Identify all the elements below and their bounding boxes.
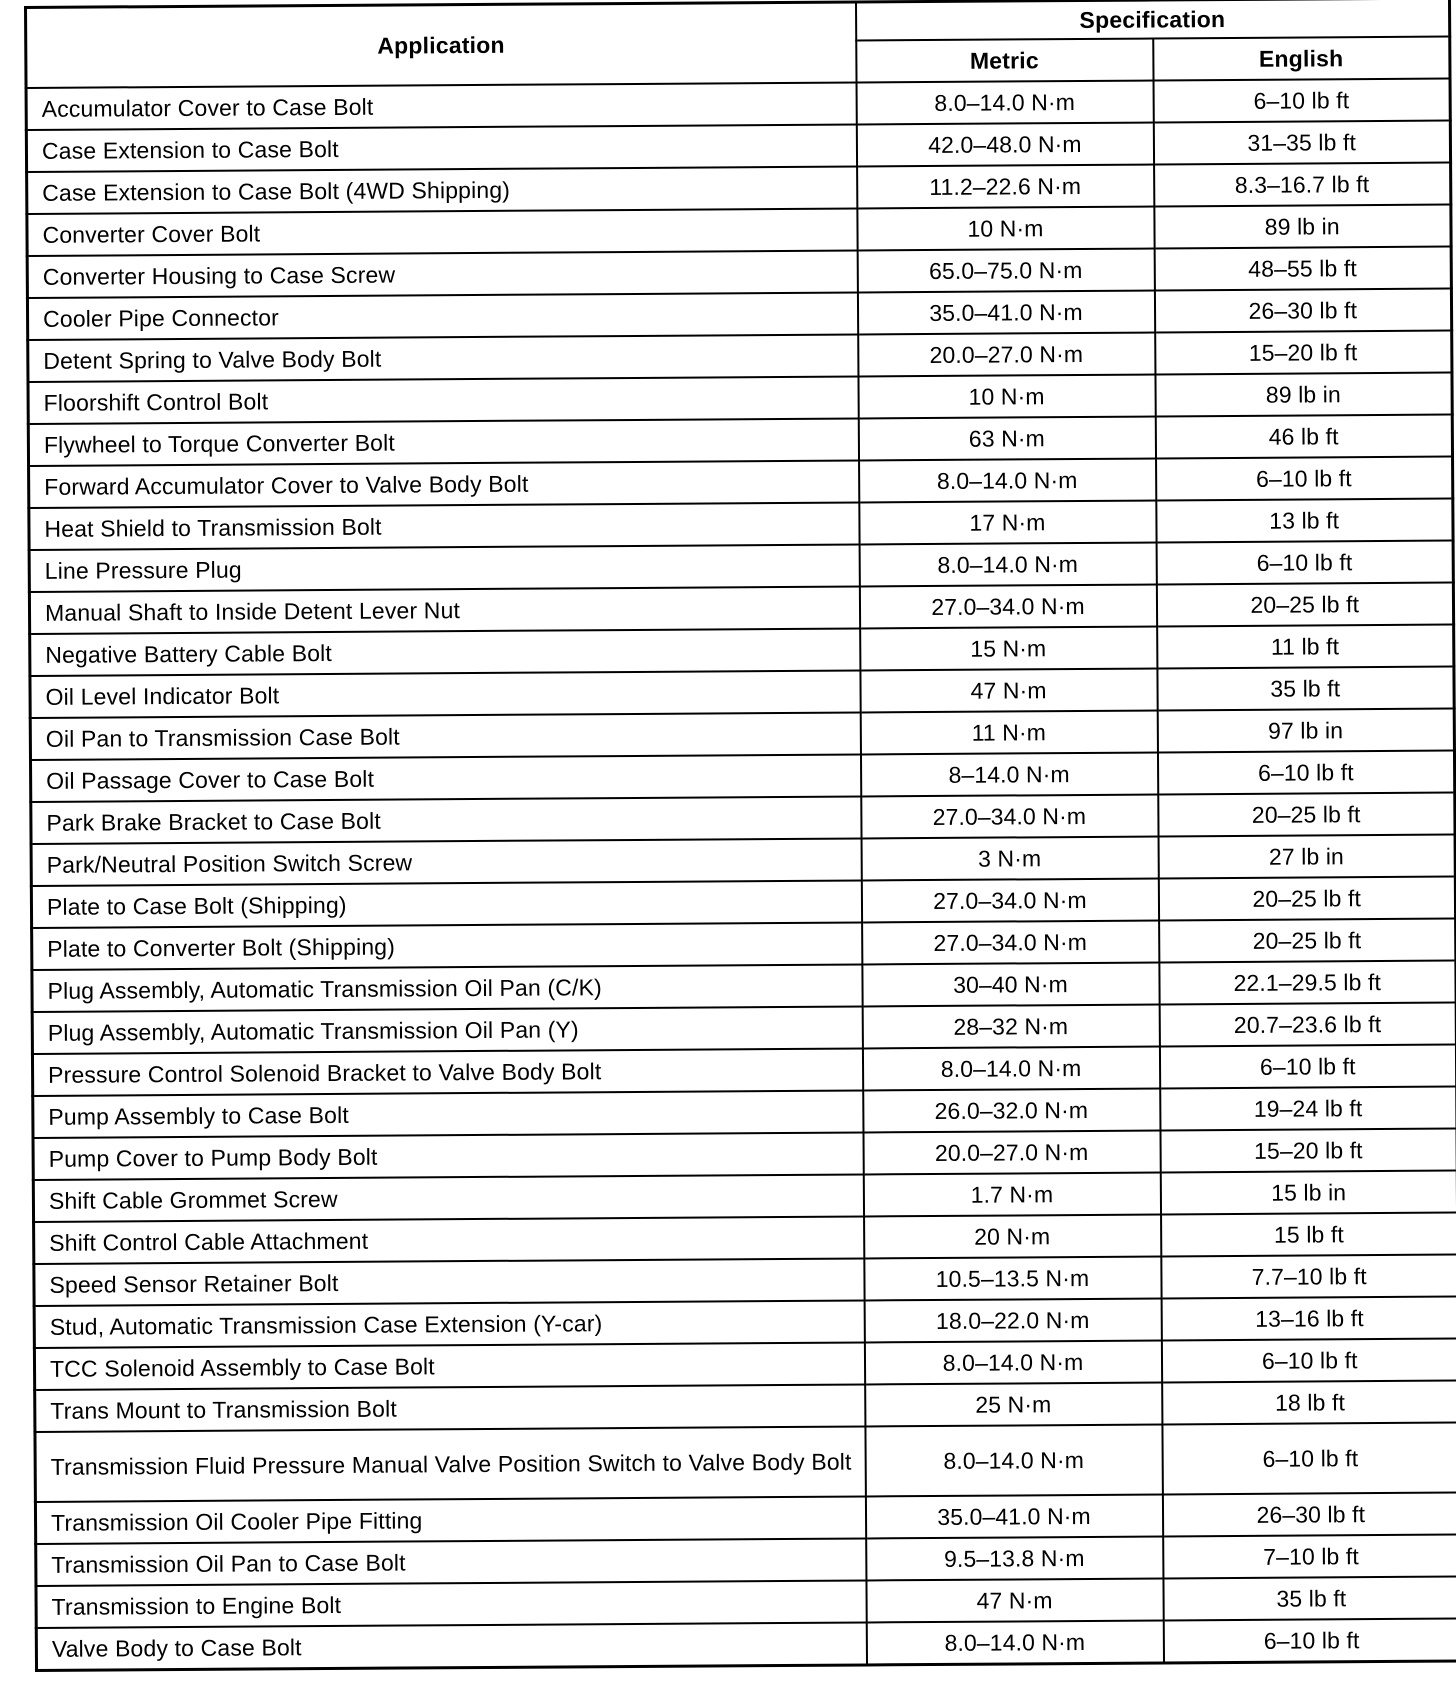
application-cell: Trans Mount to Transmission Bolt [35,1384,865,1432]
english-cell: 48–55 lb ft [1154,247,1451,291]
application-header: Application [26,2,857,88]
metric-cell: 26.0–32.0 N·m [863,1088,1160,1132]
metric-cell: 8.0–14.0 N·m [866,1620,1163,1664]
application-cell: Heat Shield to Transmission Bolt [29,502,859,550]
application-cell: Speed Sensor Retainer Bolt [34,1258,864,1306]
application-cell: Shift Control Cable Attachment [34,1216,864,1264]
application-cell: Park/Neutral Position Switch Screw [31,838,861,886]
metric-cell: 27.0–34.0 N·m [862,920,1159,964]
metric-cell: 35.0–41.0 N·m [865,1494,1162,1538]
english-cell: 89 lb in [1155,373,1452,417]
metric-cell: 10 N·m [858,375,1155,419]
metric-cell: 27.0–34.0 N·m [859,585,1156,629]
application-cell: Oil Passage Cover to Case Bolt [31,754,861,802]
english-cell: 19–24 lb ft [1160,1087,1456,1131]
english-cell: 18 lb ft [1162,1381,1456,1425]
application-cell: Pressure Control Solenoid Bracket to Valve Body Bolt [32,1048,862,1096]
metric-cell: 9.5–13.8 N·m [866,1536,1163,1580]
table-row [35,1423,1456,1502]
metric-cell: 42.0–48.0 N·m [856,123,1153,167]
english-cell: 20–25 lb ft [1158,793,1455,837]
metric-cell: 30–40 N·m [862,962,1159,1006]
english-cell: 15–20 lb ft [1155,331,1452,375]
application-cell: Plug Assembly, Automatic Transmission Oil Pan (Y) [32,1006,862,1054]
metric-cell: 20.0–27.0 N·m [863,1130,1160,1174]
application-cell: Negative Battery Cable Bolt [30,628,860,676]
metric-header: Metric [856,39,1153,83]
english-cell: 7–10 lb ft [1163,1535,1456,1579]
metric-cell: 1.7 N·m [863,1172,1160,1216]
english-cell: 26–30 lb ft [1154,289,1451,333]
english-cell: 13–16 lb ft [1161,1297,1456,1341]
metric-cell: 8.0–14.0 N·m [859,459,1156,503]
metric-cell: 15 N·m [860,627,1157,671]
metric-cell: 47 N·m [866,1578,1163,1622]
application-cell: Forward Accumulator Cover to Valve Body Bolt [29,460,859,508]
application-cell: Converter Cover Bolt [27,208,857,256]
metric-cell: 8.0–14.0 N·m [856,81,1153,125]
metric-cell: 8–14.0 N·m [860,752,1157,796]
english-cell: 35 lb ft [1163,1577,1456,1621]
english-cell: 7.7–10 lb ft [1161,1255,1456,1299]
application-cell: Oil Level Indicator Bolt [30,670,860,718]
english-cell: 20–25 lb ft [1158,877,1455,921]
metric-cell: 8.0–14.0 N·m [862,1046,1159,1090]
application-cell: Accumulator Cover to Case Bolt [26,82,856,130]
english-header: English [1153,37,1450,81]
application-cell: Transmission to Engine Bolt [36,1580,866,1628]
application-cell: Plug Assembly, Automatic Transmission Oil Pan (C/K) [32,964,862,1012]
english-cell: 6–10 lb ft [1153,79,1450,123]
application-cell: Transmission Oil Pan to Case Bolt [36,1538,866,1586]
application-cell: Stud, Automatic Transmission Case Extension (Y-car) [34,1300,864,1348]
metric-cell: 28–32 N·m [862,1004,1159,1048]
english-cell: 8.3–16.7 lb ft [1154,163,1451,207]
english-cell: 11 lb ft [1157,625,1454,669]
english-cell: 6–10 lb ft [1162,1423,1456,1495]
metric-cell: 10 N·m [857,207,1154,251]
metric-cell: 25 N·m [865,1382,1162,1426]
english-cell: 15 lb in [1160,1171,1456,1215]
application-cell: Converter Housing to Case Screw [27,250,857,298]
application-cell: Case Extension to Case Bolt [26,124,856,172]
english-cell: 31–35 lb ft [1153,121,1450,165]
english-cell: 89 lb in [1154,205,1451,249]
application-cell: Transmission Fluid Pressure Manual Valve Position Switch to Valve Body Bolt [35,1426,865,1502]
english-cell: 6–10 lb ft [1163,1619,1456,1663]
english-cell: 27 lb in [1158,835,1455,879]
metric-cell: 8.0–14.0 N·m [864,1340,1161,1384]
metric-cell: 63 N·m [858,417,1155,461]
metric-cell: 20.0–27.0 N·m [858,333,1155,377]
metric-cell: 11.2–22.6 N·m [857,165,1154,209]
table-header [26,0,1451,88]
application-cell: Line Pressure Plug [29,544,859,592]
english-cell: 6–10 lb ft [1156,541,1453,585]
english-cell: 20–25 lb ft [1156,583,1453,627]
application-cell: Case Extension to Case Bolt (4WD Shipping) [27,166,857,214]
application-cell: Pump Assembly to Case Bolt [33,1090,863,1138]
english-cell: 97 lb in [1157,709,1454,753]
english-cell: 6–10 lb ft [1157,751,1454,795]
application-cell: Detent Spring to Valve Body Bolt [28,334,858,382]
metric-cell: 8.0–14.0 N·m [865,1424,1162,1496]
application-cell: Shift Cable Grommet Screw [33,1174,863,1222]
metric-cell: 47 N·m [860,669,1157,713]
application-cell: Plate to Case Bolt (Shipping) [31,880,861,928]
specification-header: Specification [855,0,1449,40]
metric-cell: 18.0–22.0 N·m [864,1298,1161,1342]
metric-cell: 11 N·m [860,710,1157,754]
metric-cell: 17 N·m [859,501,1156,545]
english-cell: 20–25 lb ft [1159,919,1456,963]
metric-cell: 10.5–13.5 N·m [864,1256,1161,1300]
application-cell: Plate to Converter Bolt (Shipping) [32,922,862,970]
english-cell: 35 lb ft [1157,667,1454,711]
metric-cell: 3 N·m [861,836,1158,880]
application-cell: Oil Pan to Transmission Case Bolt [30,712,860,760]
english-cell: 46 lb ft [1155,415,1452,459]
application-cell: Park Brake Bracket to Case Bolt [31,796,861,844]
torque-spec-sheet [24,0,1456,1672]
torque-spec-table [24,0,1456,1672]
english-cell: 6–10 lb ft [1159,1045,1456,1089]
english-cell: 6–10 lb ft [1161,1339,1456,1383]
english-cell: 15 lb ft [1161,1213,1456,1257]
english-cell: 15–20 lb ft [1160,1129,1456,1173]
english-cell: 26–30 lb ft [1162,1493,1456,1537]
english-cell: 6–10 lb ft [1156,457,1453,501]
application-cell: Flywheel to Torque Converter Bolt [28,418,858,466]
application-cell: Transmission Oil Cooler Pipe Fitting [35,1496,865,1544]
metric-cell: 20 N·m [864,1214,1161,1258]
application-cell: Manual Shaft to Inside Detent Lever Nut [29,586,859,634]
metric-cell: 27.0–34.0 N·m [861,794,1158,838]
metric-cell: 27.0–34.0 N·m [861,878,1158,922]
english-cell: 13 lb ft [1156,499,1453,543]
application-cell: TCC Solenoid Assembly to Case Bolt [34,1342,864,1390]
application-cell: Pump Cover to Pump Body Bolt [33,1132,863,1180]
application-cell: Cooler Pipe Connector [27,292,857,340]
application-cell: Floorshift Control Bolt [28,376,858,424]
table-body [26,79,1456,1671]
table-row [36,1619,1456,1671]
metric-cell: 65.0–75.0 N·m [857,249,1154,293]
application-cell: Valve Body to Case Bolt [36,1622,866,1670]
english-cell: 22.1–29.5 lb ft [1159,961,1456,1005]
metric-cell: 8.0–14.0 N·m [859,543,1156,587]
metric-cell: 35.0–41.0 N·m [857,291,1154,335]
english-cell: 20.7–23.6 lb ft [1159,1003,1456,1047]
